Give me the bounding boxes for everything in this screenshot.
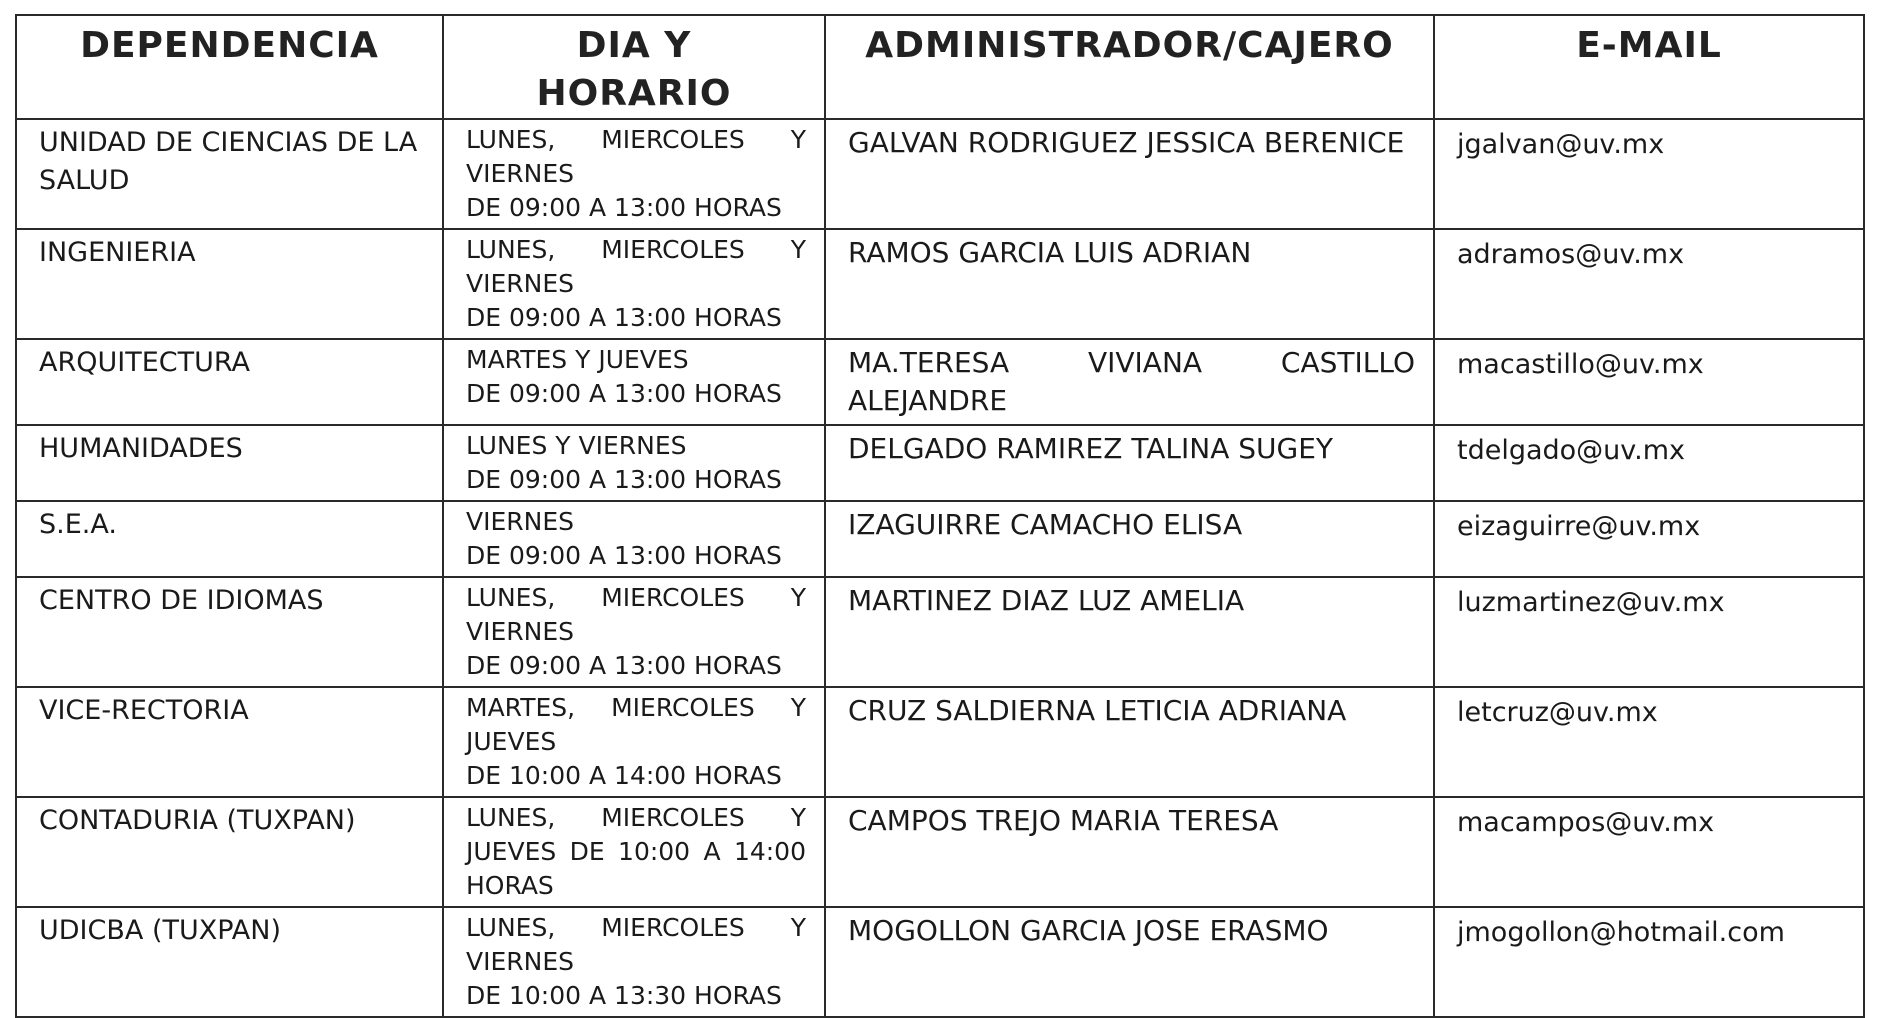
horario-cell: [443, 577, 825, 687]
horario-text: DE 09:00 A 13:00 HORAS: [466, 303, 782, 332]
administrador-cell: CAMPOS TREJO MARIA TERESA: [825, 797, 1434, 907]
header-email: E-MAIL: [1434, 15, 1864, 119]
dias-text: LUNES, MIERCOLES Y VIERNES: [466, 235, 806, 298]
dependencia-cell: ARQUITECTURA: [16, 339, 443, 425]
horario-text: DE 10:00 A 14:00 HORAS: [466, 761, 782, 790]
horario-cell: [443, 119, 825, 229]
table-row: [16, 797, 1864, 907]
horario-text: DE 09:00 A 13:00 HORAS: [466, 379, 782, 408]
email-cell: jmogollon@hotmail.com: [1434, 907, 1864, 1017]
email-cell: eizaguirre@uv.mx: [1434, 501, 1864, 577]
administrador-cell: MA.TERESA VIVIANA CASTILLO ALEJANDRE: [825, 339, 1434, 425]
horario-text: DE 09:00 A 13:00 HORAS: [466, 193, 782, 222]
header-dia-horario: DIA Y HORARIO: [443, 15, 825, 119]
dias-text: LUNES, MIERCOLES Y VIERNES: [466, 913, 806, 976]
dependencia-cell: CONTADURIA (TUXPAN): [16, 797, 443, 907]
dependencia-cell: INGENIERIA: [16, 229, 443, 339]
horario-cell: [443, 339, 825, 425]
horario-cell: [443, 501, 825, 577]
horario-cell: [443, 797, 825, 907]
header-row: [16, 15, 1864, 119]
horario-cell: [443, 687, 825, 797]
dias-text: LUNES, MIERCOLES Y VIERNES: [466, 125, 806, 188]
table-row: [16, 229, 1864, 339]
email-cell: luzmartinez@uv.mx: [1434, 577, 1864, 687]
dias-text: LUNES Y VIERNES: [466, 431, 687, 460]
horario-text: DE 09:00 A 13:00 HORAS: [466, 465, 782, 494]
horario-cell: [443, 229, 825, 339]
administrador-cell: DELGADO RAMIREZ TALINA SUGEY: [825, 425, 1434, 501]
schedule-document: [15, 14, 1865, 1018]
email-cell: tdelgado@uv.mx: [1434, 425, 1864, 501]
table-row: [16, 577, 1864, 687]
dependencia-cell: UNIDAD DE CIENCIAS DE LA SALUD: [16, 119, 443, 229]
dependencia-cell: CENTRO DE IDIOMAS: [16, 577, 443, 687]
table-row: [16, 907, 1864, 1017]
administrador-cell: CRUZ SALDIERNA LETICIA ADRIANA: [825, 687, 1434, 797]
administrador-cell: IZAGUIRRE CAMACHO ELISA: [825, 501, 1434, 577]
header-dependencia: DEPENDENCIA: [16, 15, 443, 119]
email-cell: jgalvan@uv.mx: [1434, 119, 1864, 229]
email-cell: adramos@uv.mx: [1434, 229, 1864, 339]
horario-text: DE 09:00 A 13:00 HORAS: [466, 541, 782, 570]
horario-text: DE 10:00 A 13:30 HORAS: [466, 981, 782, 1010]
table-row: [16, 339, 1864, 425]
horario-cell: [443, 425, 825, 501]
dias-text: MARTES, MIERCOLES Y JUEVES: [466, 693, 806, 756]
table-row: [16, 425, 1864, 501]
cashier-schedule-table: [15, 14, 1865, 1018]
dias-text: LUNES, MIERCOLES Y JUEVES DE 10:00 A 14:00 HORAS: [466, 803, 806, 900]
horario-cell: [443, 907, 825, 1017]
dias-text: MARTES Y JUEVES: [466, 345, 689, 374]
table-row: [16, 119, 1864, 229]
dependencia-cell: HUMANIDADES: [16, 425, 443, 501]
header-administrador: ADMINISTRADOR/CAJERO: [825, 15, 1434, 119]
email-cell: letcruz@uv.mx: [1434, 687, 1864, 797]
table-row: [16, 501, 1864, 577]
administrador-cell: MOGOLLON GARCIA JOSE ERASMO: [825, 907, 1434, 1017]
dias-text: LUNES, MIERCOLES Y VIERNES: [466, 583, 806, 646]
dias-text: VIERNES: [466, 507, 575, 536]
email-cell: macampos@uv.mx: [1434, 797, 1864, 907]
administrador-cell: RAMOS GARCIA LUIS ADRIAN: [825, 229, 1434, 339]
dependencia-cell: VICE-RECTORIA: [16, 687, 443, 797]
administrador-cell: GALVAN RODRIGUEZ JESSICA BERENICE: [825, 119, 1434, 229]
table-row: [16, 687, 1864, 797]
dependencia-cell: UDICBA (TUXPAN): [16, 907, 443, 1017]
email-cell: macastillo@uv.mx: [1434, 339, 1864, 425]
horario-text: DE 09:00 A 13:00 HORAS: [466, 651, 782, 680]
administrador-cell: MARTINEZ DIAZ LUZ AMELIA: [825, 577, 1434, 687]
dependencia-cell: S.E.A.: [16, 501, 443, 577]
